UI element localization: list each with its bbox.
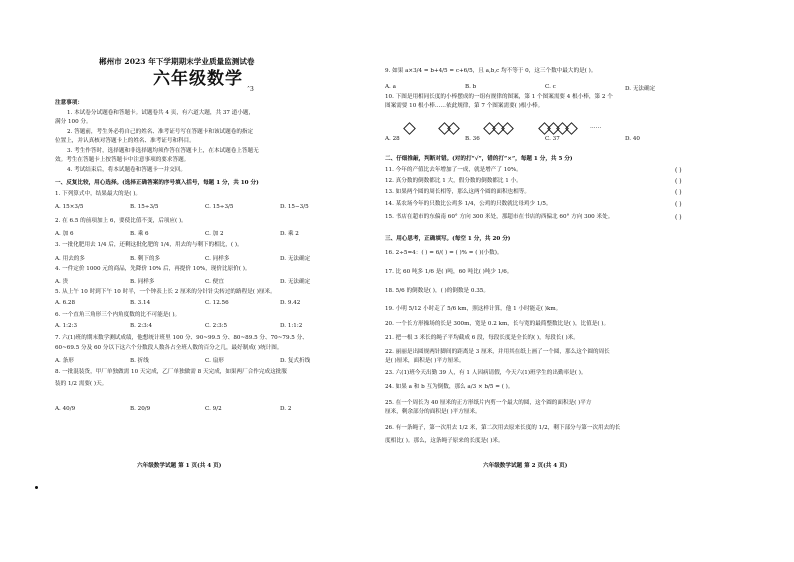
diamond-figure (447, 122, 460, 135)
option-a: A. 加 6 (55, 231, 74, 237)
fill-25-line-2: 厘米，剩余部分的面积是( )平方厘米。 (385, 409, 481, 415)
option-c: C. 37 (545, 136, 560, 142)
notice-title: 注意事项： (55, 100, 83, 106)
option-b: B. 剩下的多 (130, 256, 161, 262)
question-7-line-1: 7. 六(1)班的期末数学测试成绩，他想统计班里 100 分、90~99.5 分、80~89.5 分、70~79.5 分、 (55, 335, 308, 341)
option-d: D. 40 (625, 136, 640, 142)
scan-mark (35, 486, 38, 489)
option-b: B. 折线 (130, 358, 149, 364)
question-1-options (55, 204, 355, 210)
option-a: A. 用去的多 (55, 256, 85, 262)
diamond-figure (565, 122, 578, 135)
notice-4: 4. 考试结束后，将本试题卷和答题卡一并交回。 (67, 167, 186, 173)
option-c: C. 扇形 (205, 358, 224, 364)
judge-12: 12. 真分数的倒数都比 1 大，假分数的倒数都比 1 小。 (385, 178, 522, 184)
option-a: A. 6.28 (55, 300, 76, 306)
page-1 (55, 56, 373, 469)
question-2-options (55, 229, 355, 237)
page-footer: 六年级数学试题 第 2 页(共 4 页) (483, 463, 568, 469)
option-c: C. 加 2 (205, 231, 224, 237)
question-8-options (55, 406, 355, 412)
option-b: B. 3.14 (130, 300, 151, 306)
answer-blank: ( ) (675, 167, 682, 174)
question-2: 2. 在 6.5 的前项加上 6，要使比值不变，后项应( )。 (55, 218, 187, 224)
section-2-heading: 二、仔细推敲，判断对错。(对的打“√”，错的打“×”，每题 1 分，共 5 分) (385, 156, 573, 162)
fill-21: 21. 把一根 3 米长的绳子平均截成 6 段，每段长度是全长的( )，每段长( )米。 (385, 335, 579, 341)
option-d: D. 乘 2 (280, 231, 299, 237)
judge-15: 15. 书店在超市的东偏南 60° 方向 300 米处，那超市在书店的西偏北 60° 方向 300 米处。 (385, 214, 614, 220)
notice-2b: 位置上，并认真核对答题卡上的姓名、准考证号和科目。 (55, 138, 195, 144)
option-d: D. 15−3/5 (280, 204, 309, 210)
option-d: D. 1:1:2 (280, 323, 303, 329)
diamond-figure (501, 122, 514, 135)
option-a: A. 40/9 (55, 406, 76, 412)
ellipsis-text: …… (590, 124, 602, 130)
fill-18: 18. 5/6 的倒数是( )，( )的倒数是 0.35。 (385, 288, 489, 294)
option-a: A. 1:2:3 (55, 323, 78, 329)
question-10-options (385, 136, 705, 142)
notice-1: 1. 本试卷分试题卷和答题卡。试题卷共 4 页，有六道大题，共 37 道小题， (67, 110, 255, 116)
section-1-heading: 一、反复比较，用心选择。(选择正确答案的序号填入括号，每题 1 分，共 10 分) (55, 180, 259, 186)
question-1: 1. 下列算式中，结果最大的是( )。 (55, 191, 141, 197)
fill-22-line-1: 22. 丽丽是出圆规两针脚间的距离是 3 厘米，并用其在纸上画了一个圆，那么这个圆的周长 (385, 349, 610, 355)
fill-22-line-2: 是( )厘米，面积是( )平方厘米。 (385, 358, 465, 364)
option-b: B. 15÷3/5 (130, 204, 159, 210)
fill-16: 16. 2÷5=4：( ) = 6/( ) = ( )% = ( )(小数)。 (385, 250, 503, 256)
option-a: A. 15×3/5 (55, 204, 84, 210)
option-b: B. 同样多 (130, 279, 155, 285)
option-a: A. 28 (385, 136, 400, 142)
notice-2: 2. 答题前，考生务必将自己的姓名、准考证号写在答题卡和该试题卷的指定 (67, 129, 254, 135)
answer-blank: ( ) (675, 178, 682, 185)
answer-blank: ( ) (675, 189, 682, 196)
diamond-figure (403, 122, 416, 135)
question-6: 6. 一个直角三角形三个内角度数的比不可能是( )。 (55, 312, 181, 318)
section-3-heading: 三、用心思考，正确填写。(每空 1 分，共 20 分) (385, 236, 511, 242)
fill-25-line-1: 25. 在一个周长为 40 厘米的正方形纸片内剪一个最大的圆，这个圆的面积是( )平方 (385, 400, 592, 406)
option-b: B. 2:3:4 (130, 323, 153, 329)
exam-title: 郴州市 2023 年下学期期末学业质量监测试卷 (99, 57, 255, 66)
judge-13: 13. 如果两个圆的周长相等，那么这两个圆的面积也相等。 (385, 189, 530, 195)
question-7-options (55, 356, 355, 364)
fill-19: 19. 小明 5/12 小时走了 5/6 km，照这样计算，他 1 小时能走( )km。 (385, 306, 562, 312)
option-d: D. 无法确定 (625, 86, 656, 92)
notice-3b: 效。考生在答题卡上按答题卡中注意事项的要求答题。 (55, 157, 190, 163)
notice-3: 3. 考生作答时，选择题和非选择题均须作答在答题卡上，在本试题卷上答题无 (67, 148, 259, 154)
question-6-options (55, 323, 355, 329)
option-c: C. c (545, 84, 556, 90)
option-d: D. 2 (280, 406, 292, 412)
option-c: C. 便宜 (205, 279, 224, 285)
option-b: B. 36 (465, 136, 480, 142)
question-4-options (55, 277, 355, 285)
fill-23: 23. 六(1)班今天出勤 39 人，有 1 人因病请假，今天六(1)班学生的出勤率是( )。 (385, 370, 587, 376)
page-2 (385, 56, 755, 469)
option-a: A. a (385, 84, 396, 90)
judge-14: 14. 某农场今年的只数比公鸡多 1/4，公鸡的只数就比母鸡少 1/5。 (385, 201, 552, 207)
question-7-line-2: 60~69.5 分及 60 分以下这六个分数段人数各占全班人数的百分之几，最好制成( )统计图。 (55, 345, 283, 351)
handwritten-mark: ˄3 (247, 86, 254, 93)
notice-1b: 满分 100 分。 (55, 119, 92, 125)
question-5-options (55, 300, 355, 306)
question-4: 4. 一件定价 1000 元的商品，先降价 10% 后，再提价 10%，现价比原价( )。 (55, 266, 251, 272)
judge-11: 11. 今年的产值比去年增加了一成，就是增产了 10%。 (385, 167, 522, 173)
option-c: C. 9/2 (205, 406, 222, 412)
option-c: C. 2:3:5 (205, 323, 228, 329)
question-9: 9. 如果 a×3/4 = b+4/5 = c+6/5，且 a,b,c 均不等于 0，这三个数中最大的是( )。 (385, 68, 597, 74)
question-10-line-2: 图案需要 10 根小棒……依此规律，第 7 个图案需要( )根小棒。 (385, 103, 544, 109)
question-8-line-1: 8. 一批混装货，甲厂单独做需 10 天完成，乙厂单独做需 8 天完成，如果两厂合作完成这批服 (55, 369, 287, 375)
option-a: A. 条形 (55, 358, 74, 364)
question-3: 3. 一批化肥用去 1/4 后，还剩这批化肥的 1/4，用去的与剩下的相比，( )。 (55, 242, 243, 248)
fill-17: 17. 比 60 吨多 1/6 是( )吨，60 吨比( )吨少 1/6。 (385, 269, 513, 275)
answer-blank: ( ) (675, 214, 682, 221)
option-a: A. 贵 (55, 279, 69, 285)
option-d: D. 9.42 (280, 300, 301, 306)
question-5: 5. 从上午 10 时到下午 10 时半，一个钟表上长 2 厘米的分针针尖转过的路程是( )厘米。 (55, 289, 276, 295)
option-b: B. b (465, 84, 477, 90)
fill-20: 20. 一个长方形操场的长是 300m，宽是 0.2 km，长与宽的最简整数比是( )，比值是( )。 (385, 321, 610, 327)
option-b: B. 20/9 (130, 406, 151, 412)
page-footer: 六年级数学试题 第 1 页(共 4 页) (137, 463, 222, 469)
fill-26-line-2: 度相比( )。那么，这条绳子原来的长度是( )米。 (385, 438, 504, 444)
fill-24: 24. 如果 a 和 b 互为倒数，那么 a/3 × b/5 = ( )。 (385, 384, 514, 390)
option-d: D. 复式折线 (280, 358, 311, 364)
question-3-options (55, 254, 355, 262)
answer-blank: ( ) (675, 201, 682, 208)
option-d: D. 无法确定 (280, 279, 311, 285)
question-9-options (385, 84, 705, 92)
option-d: D. 无法确定 (280, 256, 311, 262)
subject-title: 六年级数学 (153, 69, 243, 89)
option-c: C. 12.56 (205, 300, 229, 306)
option-c: C. 15÷3/5 (205, 204, 234, 210)
option-b: B. 乘 6 (130, 231, 149, 237)
option-c: C. 同样多 (205, 256, 230, 262)
fill-26-line-1: 26. 有一条绳子，第一次用去 1/2 米，第二次用去原来长度的 1/2，剩下部分与第一次用去的长 (385, 425, 621, 431)
question-10-line-1: 10. 下图是用相同长度的小棒摆成的一组有规律的图案，第 1 个图案需要 4 根小棒，第 2 个 (385, 94, 613, 100)
question-8-line-2: 装的 1/2 需要( )天。 (55, 381, 108, 387)
